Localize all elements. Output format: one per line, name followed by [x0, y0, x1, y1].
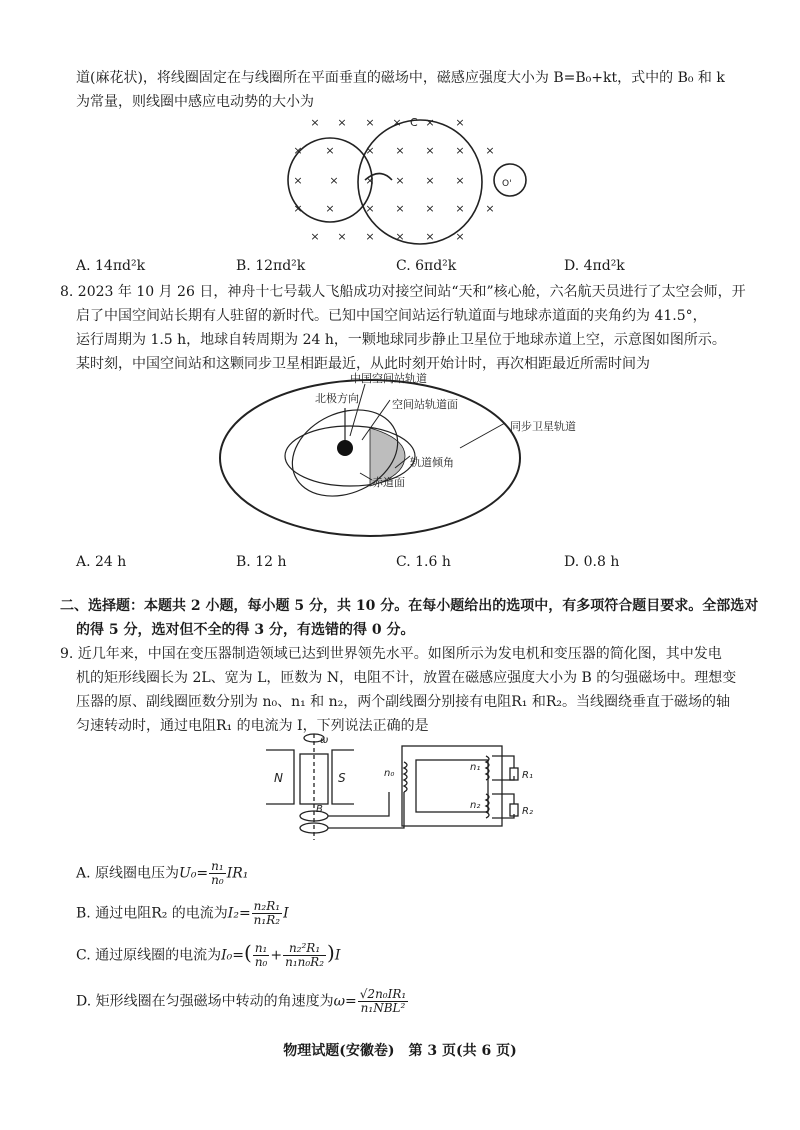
svg-text:×: × — [325, 144, 335, 157]
svg-text:×: × — [425, 174, 435, 187]
q9-option-a-lhs: U₀= — [179, 865, 209, 882]
svg-text:×: × — [365, 116, 375, 129]
q9-option-a-text: A. 原线圈电压为 — [76, 865, 180, 882]
svg-text:×: × — [455, 116, 465, 129]
q7-label-o: O' — [502, 179, 512, 189]
q9-option-b-den: n₁R₂ — [253, 913, 281, 927]
q9-option-c-plus: + — [270, 947, 283, 964]
q9-option-b[interactable] — [76, 900, 289, 927]
q9-option-b-fraction — [252, 900, 282, 927]
q7-option-c[interactable]: C. 6πd²k — [396, 258, 457, 274]
svg-text:×: × — [425, 116, 435, 129]
q9-option-d[interactable] — [76, 988, 409, 1015]
svg-text:×: × — [425, 144, 435, 157]
svg-text:×: × — [395, 144, 405, 157]
q9-text-line-3: 压器的原、副线圈匝数分别为 n₀、n₁ 和 n₂，两个副线圈分别接有电阻R₁ 和R₂。当线圈绕垂直于磁场的轴 — [76, 694, 730, 710]
q8-option-d[interactable]: D. 0.8 h — [564, 554, 620, 570]
q9-option-c-f2-num: n₂²R₁ — [283, 942, 326, 956]
svg-text:×: × — [455, 230, 465, 243]
page-footer: 物理试题(安徽卷) 第 3 页(共 6 页) — [283, 1043, 517, 1059]
q9-option-b-text: B. 通过电阻R₂ 的电流为 — [76, 905, 228, 922]
q8-option-c[interactable]: C. 1.6 h — [396, 554, 451, 570]
q8-text-line-1: 8. 2023 年 10 月 26 日，神舟十七号载人飞船成功对接空间站“天和”核心舱，六名航天员进行了太空会师，开 — [60, 284, 746, 300]
q9-option-c-fraction-1 — [253, 942, 270, 969]
q9-text-line-1: 9. 近几年来，中国在变压器制造领域已达到世界领先水平。如图所示为发电机和变压器的简化图，其中发电 — [60, 646, 722, 662]
q9-text-line-4: 匀速转动时，通过电阻R₁ 的电流为 I，下列说法正确的是 — [76, 718, 429, 734]
svg-text:×: × — [365, 230, 375, 243]
q9-option-a-tail: IR₁ — [226, 865, 249, 882]
svg-text:×: × — [425, 202, 435, 215]
q8-text-line-4: 某时刻，中国空间站和这颗同步卫星相距最近，从此时刻开始计时，再次相距最近所需时间为 — [76, 356, 650, 372]
section2-line-1: 二、选择题：本题共 2 小题，每小题 5 分，共 10 分。在每小题给出的选项中，有多项符合题目要求。全部选对 — [60, 598, 759, 614]
q9-label-n2: n₂ — [470, 800, 481, 811]
svg-text:×: × — [365, 202, 375, 215]
q7-text-line-1: 道(麻花状)，将线圈固定在与线圈所在平面垂直的磁场中，磁感应强度大小为 B=B₀+kt，式中的 B₀ 和 k — [76, 70, 725, 86]
q8-orbit-diagram — [200, 368, 620, 548]
q9-label-omega: ω — [320, 735, 329, 746]
q7-option-b[interactable]: B. 12πd²k — [236, 258, 306, 274]
svg-text:×: × — [293, 174, 303, 187]
q8-label-tilt: 轨道倾角 — [410, 456, 454, 469]
q9-option-a-den: n₀ — [211, 873, 224, 887]
q8-option-a[interactable]: A. 24 h — [76, 554, 127, 570]
q9-option-c-text: C. 通过原线圈的电流为 — [76, 947, 222, 964]
q9-label-b: B — [316, 804, 323, 815]
q9-option-c-f2-den: n₁n₀R₂ — [285, 955, 325, 969]
q9-option-d-lhs: ω= — [333, 993, 357, 1010]
svg-text:×: × — [365, 174, 375, 187]
q9-option-c-lhs: I₀= — [221, 947, 244, 964]
svg-text:×: × — [337, 230, 347, 243]
q9-option-d-den: n₁NBL² — [360, 1001, 406, 1015]
q8-text-line-3: 运行周期为 1.5 h，地球自转周期为 24 h，一颗地球同步静止卫星位于地球赤道上空，示意图如图所示。 — [76, 332, 726, 348]
q9-label-n0: n₀ — [384, 768, 395, 779]
svg-text:×: × — [485, 202, 495, 215]
q9-option-b-tail: I — [283, 905, 289, 922]
q9-option-d-num: √2n₀IR₁ — [359, 987, 407, 1001]
section2-line-2: 的得 5 分，选对但不全的得 3 分，有选错的得 0 分。 — [76, 622, 415, 638]
q9-option-c-f1-den: n₀ — [254, 955, 268, 969]
svg-text:×: × — [425, 230, 435, 243]
svg-text:×: × — [395, 230, 405, 243]
q7-option-a[interactable]: A. 14πd²k — [76, 258, 146, 274]
svg-text:×: × — [310, 230, 320, 243]
q8-text-line-2: 启了中国空间站长期有人驻留的新时代。已知中国空间站运行轨道面与地球赤道面的夹角约为 41.5°， — [76, 308, 707, 324]
q9-option-a-fraction — [209, 860, 226, 887]
q7-coil-diagram — [270, 112, 540, 252]
q9-label-n-pole: N — [274, 771, 283, 785]
svg-text:×: × — [395, 174, 405, 187]
q8-label-north: 北极方向 — [315, 392, 359, 405]
q9-option-c-fraction-2 — [283, 942, 326, 969]
q7-option-d[interactable]: D. 4πd²k — [564, 258, 625, 274]
svg-text:×: × — [329, 174, 339, 187]
q9-option-d-fraction — [358, 988, 408, 1015]
svg-text:×: × — [325, 202, 335, 215]
q9-text-line-2: 机的矩形线圈长为 2L、宽为 L，匝数为 N，电阻不计，放置在磁感应强度大小为 B 的匀强磁场中。理想变 — [76, 670, 737, 686]
svg-text:×: × — [455, 202, 465, 215]
q8-label-sync-orbit: 同步卫星轨道 — [510, 420, 576, 433]
q9-generator-transformer-diagram — [264, 732, 554, 844]
svg-text:×: × — [310, 116, 320, 129]
svg-text:×: × — [293, 144, 303, 157]
svg-text:×: × — [293, 202, 303, 215]
q9-option-b-lhs: I₂= — [227, 905, 251, 922]
svg-text:×: × — [337, 116, 347, 129]
svg-text:×: × — [485, 144, 495, 157]
q8-option-b[interactable]: B. 12 h — [236, 554, 287, 570]
svg-text:×: × — [392, 116, 402, 129]
q9-label-r2: R₂ — [522, 806, 533, 817]
svg-text:×: × — [365, 144, 375, 157]
q9-label-r1: R₁ — [522, 770, 533, 781]
q9-option-d-text: D. 矩形线圈在匀强磁场中转动的角速度为 — [76, 993, 334, 1010]
svg-text:×: × — [455, 174, 465, 187]
q7-label-c: C — [410, 116, 418, 129]
q8-label-station-orbit: 中国空间站轨道 — [350, 372, 427, 385]
q9-label-n1: n₁ — [470, 762, 481, 773]
svg-text:×: × — [395, 202, 405, 215]
q8-label-station-plane: 空间站轨道面 — [392, 398, 458, 411]
q8-label-equator: 赤道面 — [372, 476, 405, 489]
q9-option-b-num: n₂R₁ — [253, 899, 281, 913]
svg-text:×: × — [455, 144, 465, 157]
q9-option-c-tail: I — [334, 947, 341, 964]
q9-option-c-f1-num: n₁ — [254, 941, 268, 955]
q9-option-a-num: n₁ — [211, 859, 224, 873]
q9-label-s-pole: S — [338, 771, 346, 785]
q9-option-a[interactable] — [76, 860, 248, 887]
q9-option-c[interactable]: C. 通过原线圈的电流为I₀=( $\frac{\text{n₁}}{\text{n₀}}$ + $\frac{\text{n₂²R₁}}{\text{n₁n₀R₂}}$ )I — [76, 940, 341, 969]
q7-text-line-2: 为常量，则线圈中感应电动势的大小为 — [76, 94, 314, 110]
